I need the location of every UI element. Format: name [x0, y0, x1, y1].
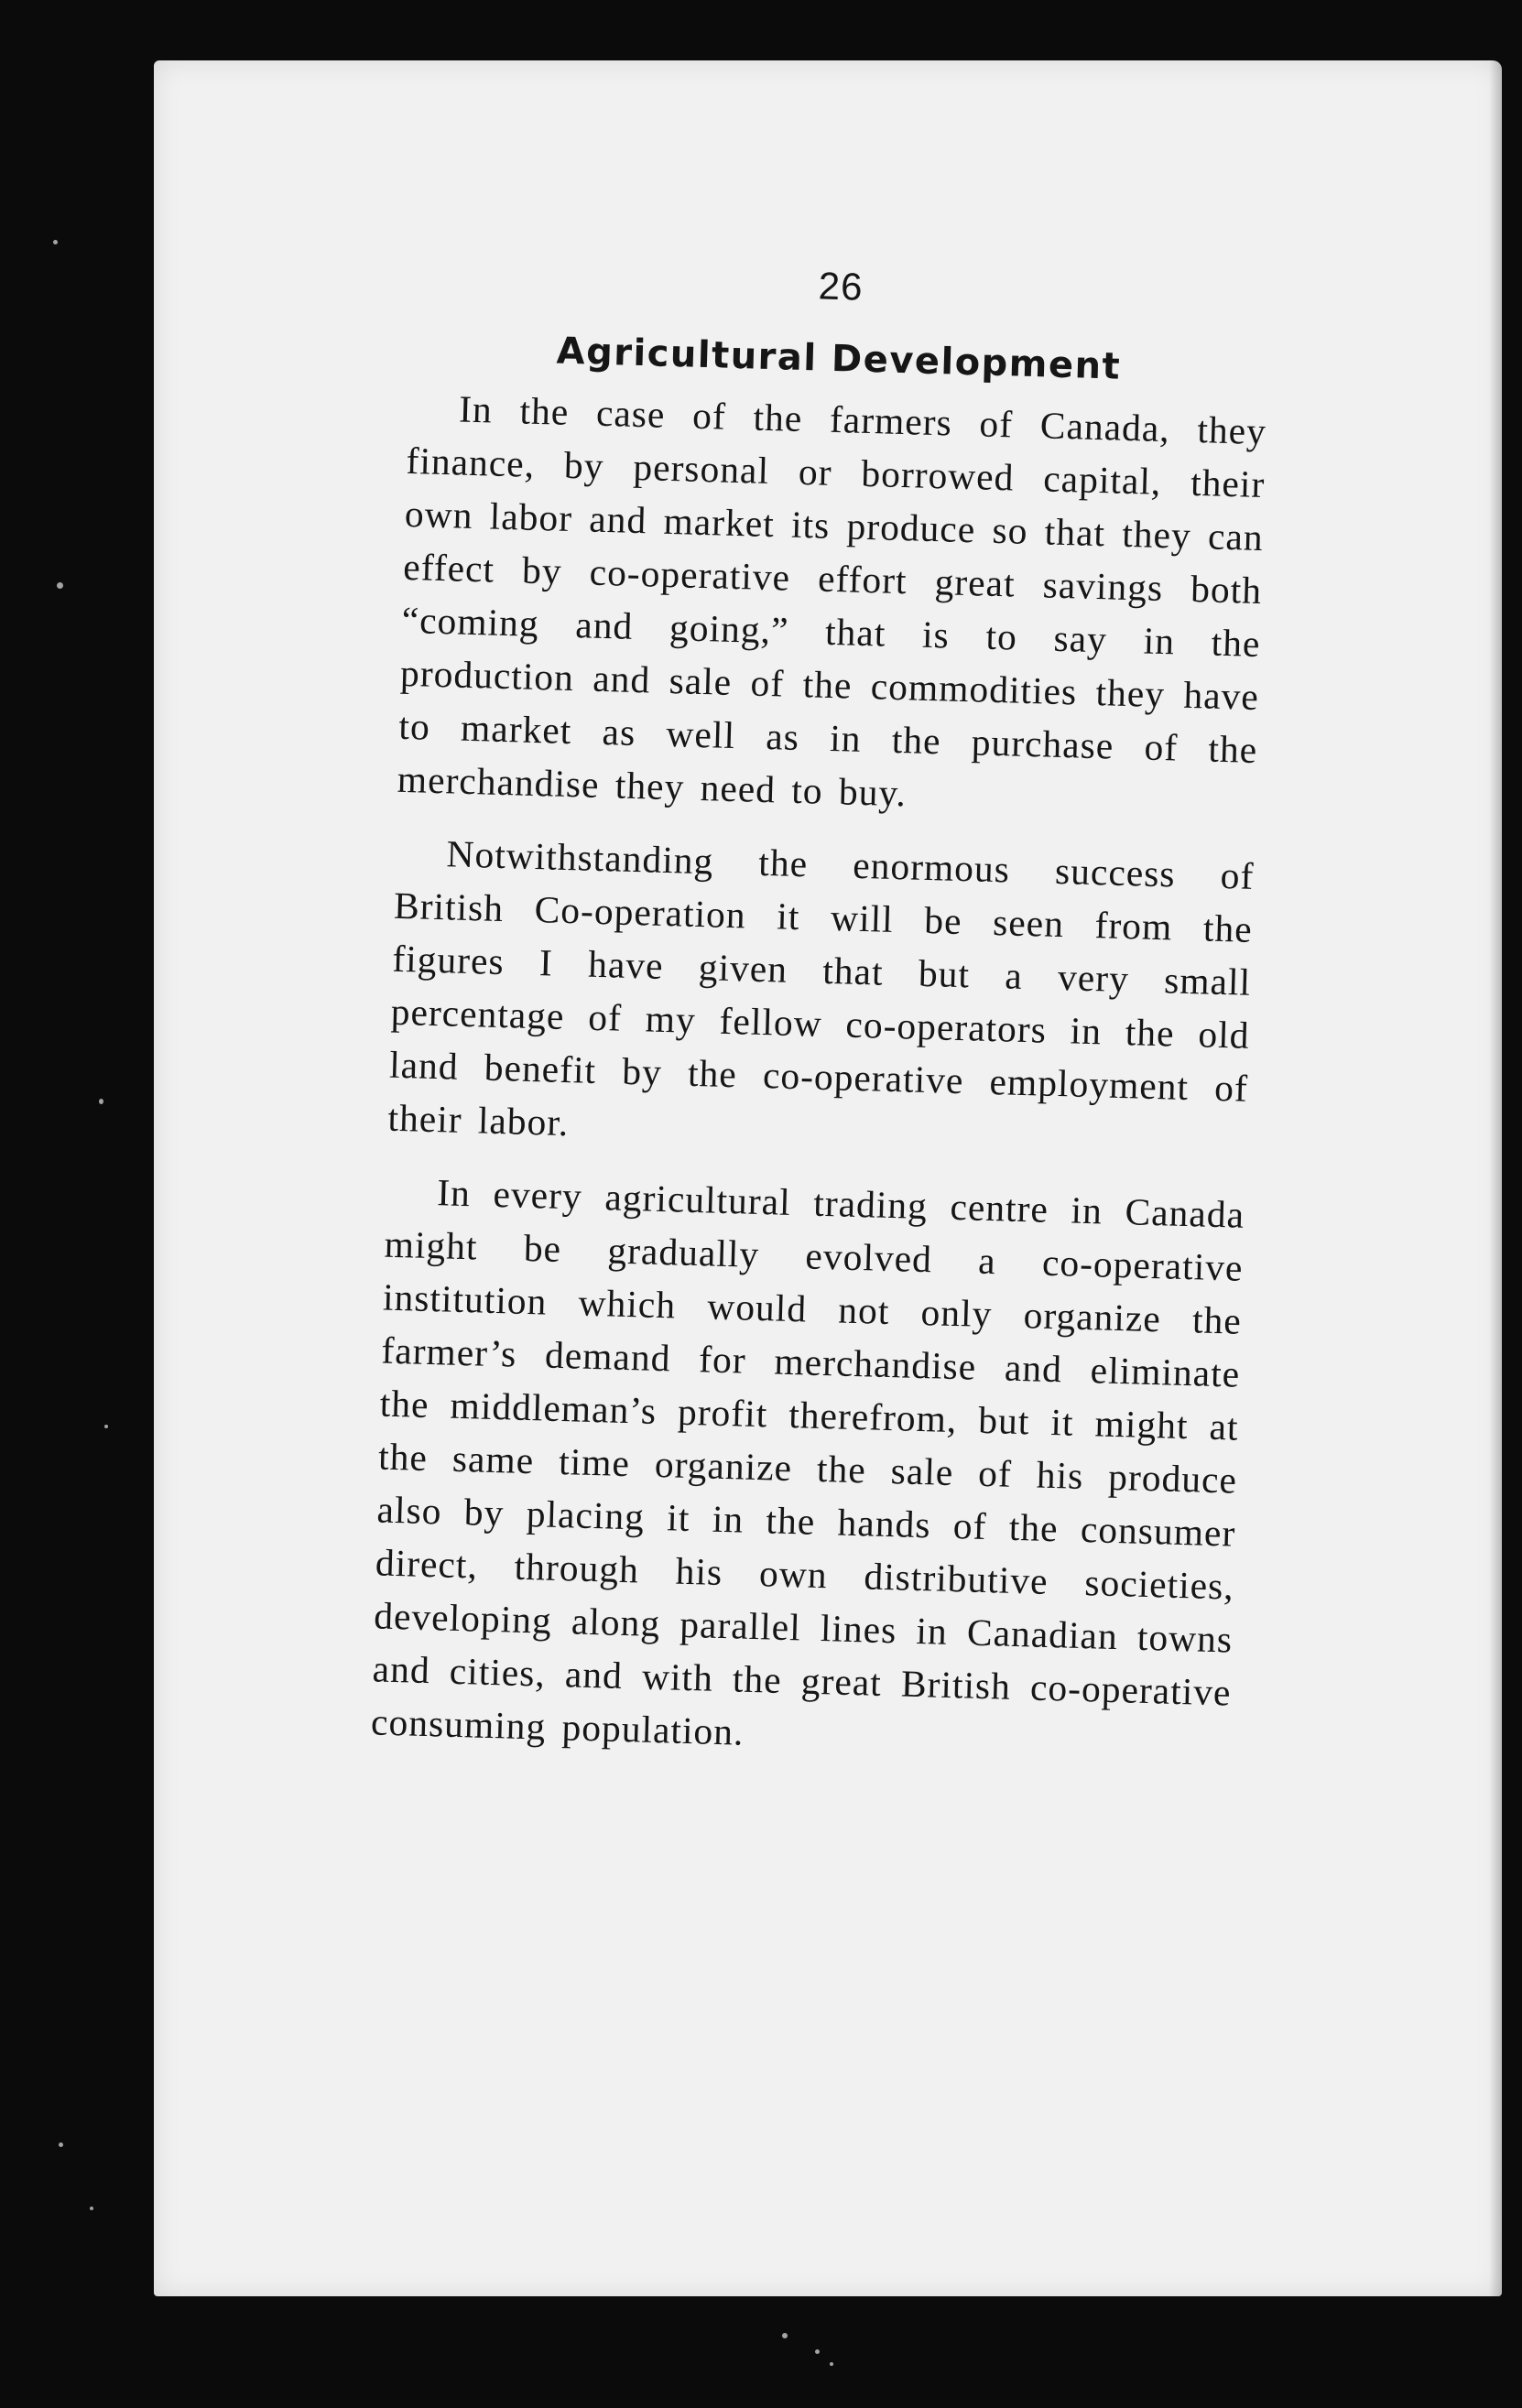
- dust-speck: [53, 240, 58, 244]
- paragraph-3: In every agricultural trading centre in Canada might be gradually evolved a co-operative institution which would not only organize the farmer’s demand for merchandise and eliminate the middleman’s profit therefrom, but it might at the same time organize the sale of his produce also by placing it in the hands of the consumer direct, through his own distributive societies, developing along parallel lines in Canadian towns and cities, and with the great British co-operative consuming population.: [370, 1171, 1245, 1753]
- dust-speck: [830, 2362, 833, 2366]
- dust-speck: [59, 2142, 63, 2147]
- dust-speck: [99, 1099, 103, 1104]
- page-number: 26: [818, 264, 864, 309]
- dust-speck: [782, 2333, 788, 2338]
- paragraph-1: In the case of the farmers of Canada, they finance, by personal or borrowed capital, their own labor and market its produce so that they can effect by co-operative effort great savings both “coming and going,” that is to say in the production and sale of the commodities they have to market as well as in the purchase of the merchandise they need to buy.: [397, 387, 1267, 815]
- paragraph-2: Notwithstanding the enormous success of British Co-operation it will be seen from the figures I have given that but a very small percentage of my fellow co-operators in the old land benefit by the co-operative employment of their labor.: [386, 832, 1255, 1144]
- dust-speck: [57, 582, 63, 589]
- page-edge-shadow: [1489, 60, 1502, 2296]
- page-text-block: [370, 253, 1271, 1793]
- section-heading: Agricultural Development: [556, 330, 1122, 388]
- dust-speck: [90, 2207, 93, 2210]
- paper-page: [154, 60, 1502, 2296]
- dust-speck: [104, 1425, 108, 1428]
- dust-speck: [815, 2349, 820, 2354]
